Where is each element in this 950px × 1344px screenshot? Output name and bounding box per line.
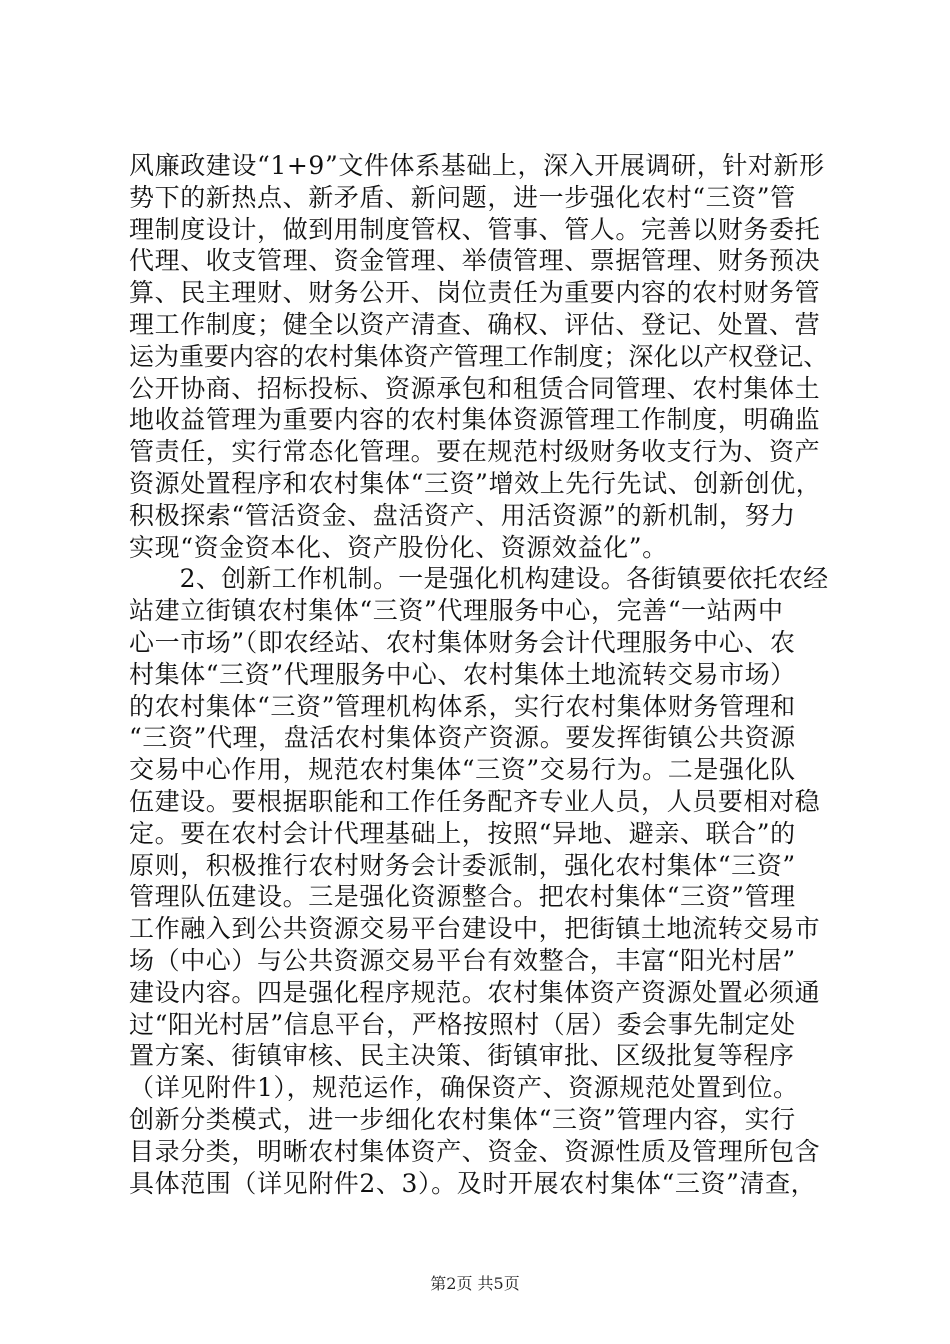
text-line: 心一市场”（即农经站、农村集体财务会计代理服务中心、农 xyxy=(129,627,796,657)
text-line: 实现“资金资本化、资产股份化、资源效益化”。 xyxy=(129,532,668,562)
text-line: 村集体“三资”代理服务中心、农村集体土地流转交易市场） xyxy=(129,659,796,689)
text-line: 代理、收支管理、资金管理、举债管理、票据管理、财务预决 xyxy=(129,246,821,276)
page-footer: 第2页 共5页 xyxy=(430,1274,520,1293)
text-line: “三资”代理，盘活农村集体资产资源。要发挥街镇公共资源 xyxy=(129,723,796,753)
text-line: 管责任，实行常态化管理。要在规范村级财务收支行为、资产 xyxy=(129,437,821,467)
text-line: 定。要在农村会计代理基础上，按照“异地、避亲、联合”的 xyxy=(129,818,796,848)
text-line: 创新分类模式，进一步细化农村集体“三资”管理内容，实行 xyxy=(129,1104,796,1134)
text-line: 站建立街镇农村集体“三资”代理服务中心，完善“一站两中 xyxy=(129,596,784,626)
text-line: 2、创新工作机制。一是强化机构建设。各街镇要依托农经 xyxy=(129,564,829,594)
text-line: 地收益管理为重要内容的农村集体资源管理工作制度，明确监 xyxy=(129,405,821,435)
text-line: 建设内容。四是强化程序规范。农村集体资产资源处置必须通 xyxy=(129,977,821,1007)
text-line: 理制度设计，做到用制度管权、管事、管人。完善以财务委托 xyxy=(129,214,821,244)
text-line: 目录分类，明晰农村集体资产、资金、资源性质及管理所包含 xyxy=(129,1136,821,1166)
text-line: 具体范围（详见附件2、3）。及时开展农村集体“三资”清查， xyxy=(129,1168,817,1198)
text-line: 交易中心作用，规范农村集体“三资”交易行为。二是强化队 xyxy=(129,755,796,785)
text-line: 势下的新热点、新矛盾、新问题，进一步强化农村“三资”管 xyxy=(129,182,796,212)
text-line: （详见附件1），规范运作，确保资产、资源规范处置到位。 xyxy=(129,1073,799,1103)
text-line: 风廉政建设“1+9”文件体系基础上，深入开展调研，针对新形 xyxy=(129,151,825,180)
text-line: 过“阳光村居”信息平台，严格按照村（居）委会事先制定处 xyxy=(129,1009,796,1039)
text-line: 公开协商、招标投标、资源承包和租赁合同管理、农村集体土 xyxy=(129,373,821,403)
text-line: 场（中心）与公共资源交易平台有效整合，丰富“阳光村居” xyxy=(129,945,796,975)
text-line: 算、民主理财、财务公开、岗位责任为重要内容的农村财务管 xyxy=(129,278,821,308)
text-line: 积极探索“管活资金、盘活资产、用活资源”的新机制，努力 xyxy=(129,500,796,530)
text-line: 管理队伍建设。三是强化资源整合。把农村集体“三资”管理 xyxy=(129,882,796,912)
text-line: 运为重要内容的农村集体资产管理工作制度；深化以产权登记、 xyxy=(129,341,829,371)
text-line: 理工作制度；健全以资产清查、确权、评估、登记、处置、营 xyxy=(129,309,821,339)
text-line: 的农村集体“三资”管理机构体系，实行农村集体财务管理和 xyxy=(129,691,796,721)
text-line: 原则，积极推行农村财务会计委派制，强化农村集体“三资” xyxy=(129,850,796,880)
text-line: 资源处置程序和农村集体“三资”增效上先行先试、创新创优， xyxy=(129,468,822,498)
text-line: 伍建设。要根据职能和工作任务配齐专业人员，人员要相对稳 xyxy=(129,786,821,816)
body-text xyxy=(129,150,829,1199)
text-line: 置方案、街镇审核、民主决策、街镇审批、区级批复等程序 xyxy=(129,1041,795,1071)
text-line: 工作融入到公共资源交易平台建设中，把街镇土地流转交易市 xyxy=(129,914,821,944)
